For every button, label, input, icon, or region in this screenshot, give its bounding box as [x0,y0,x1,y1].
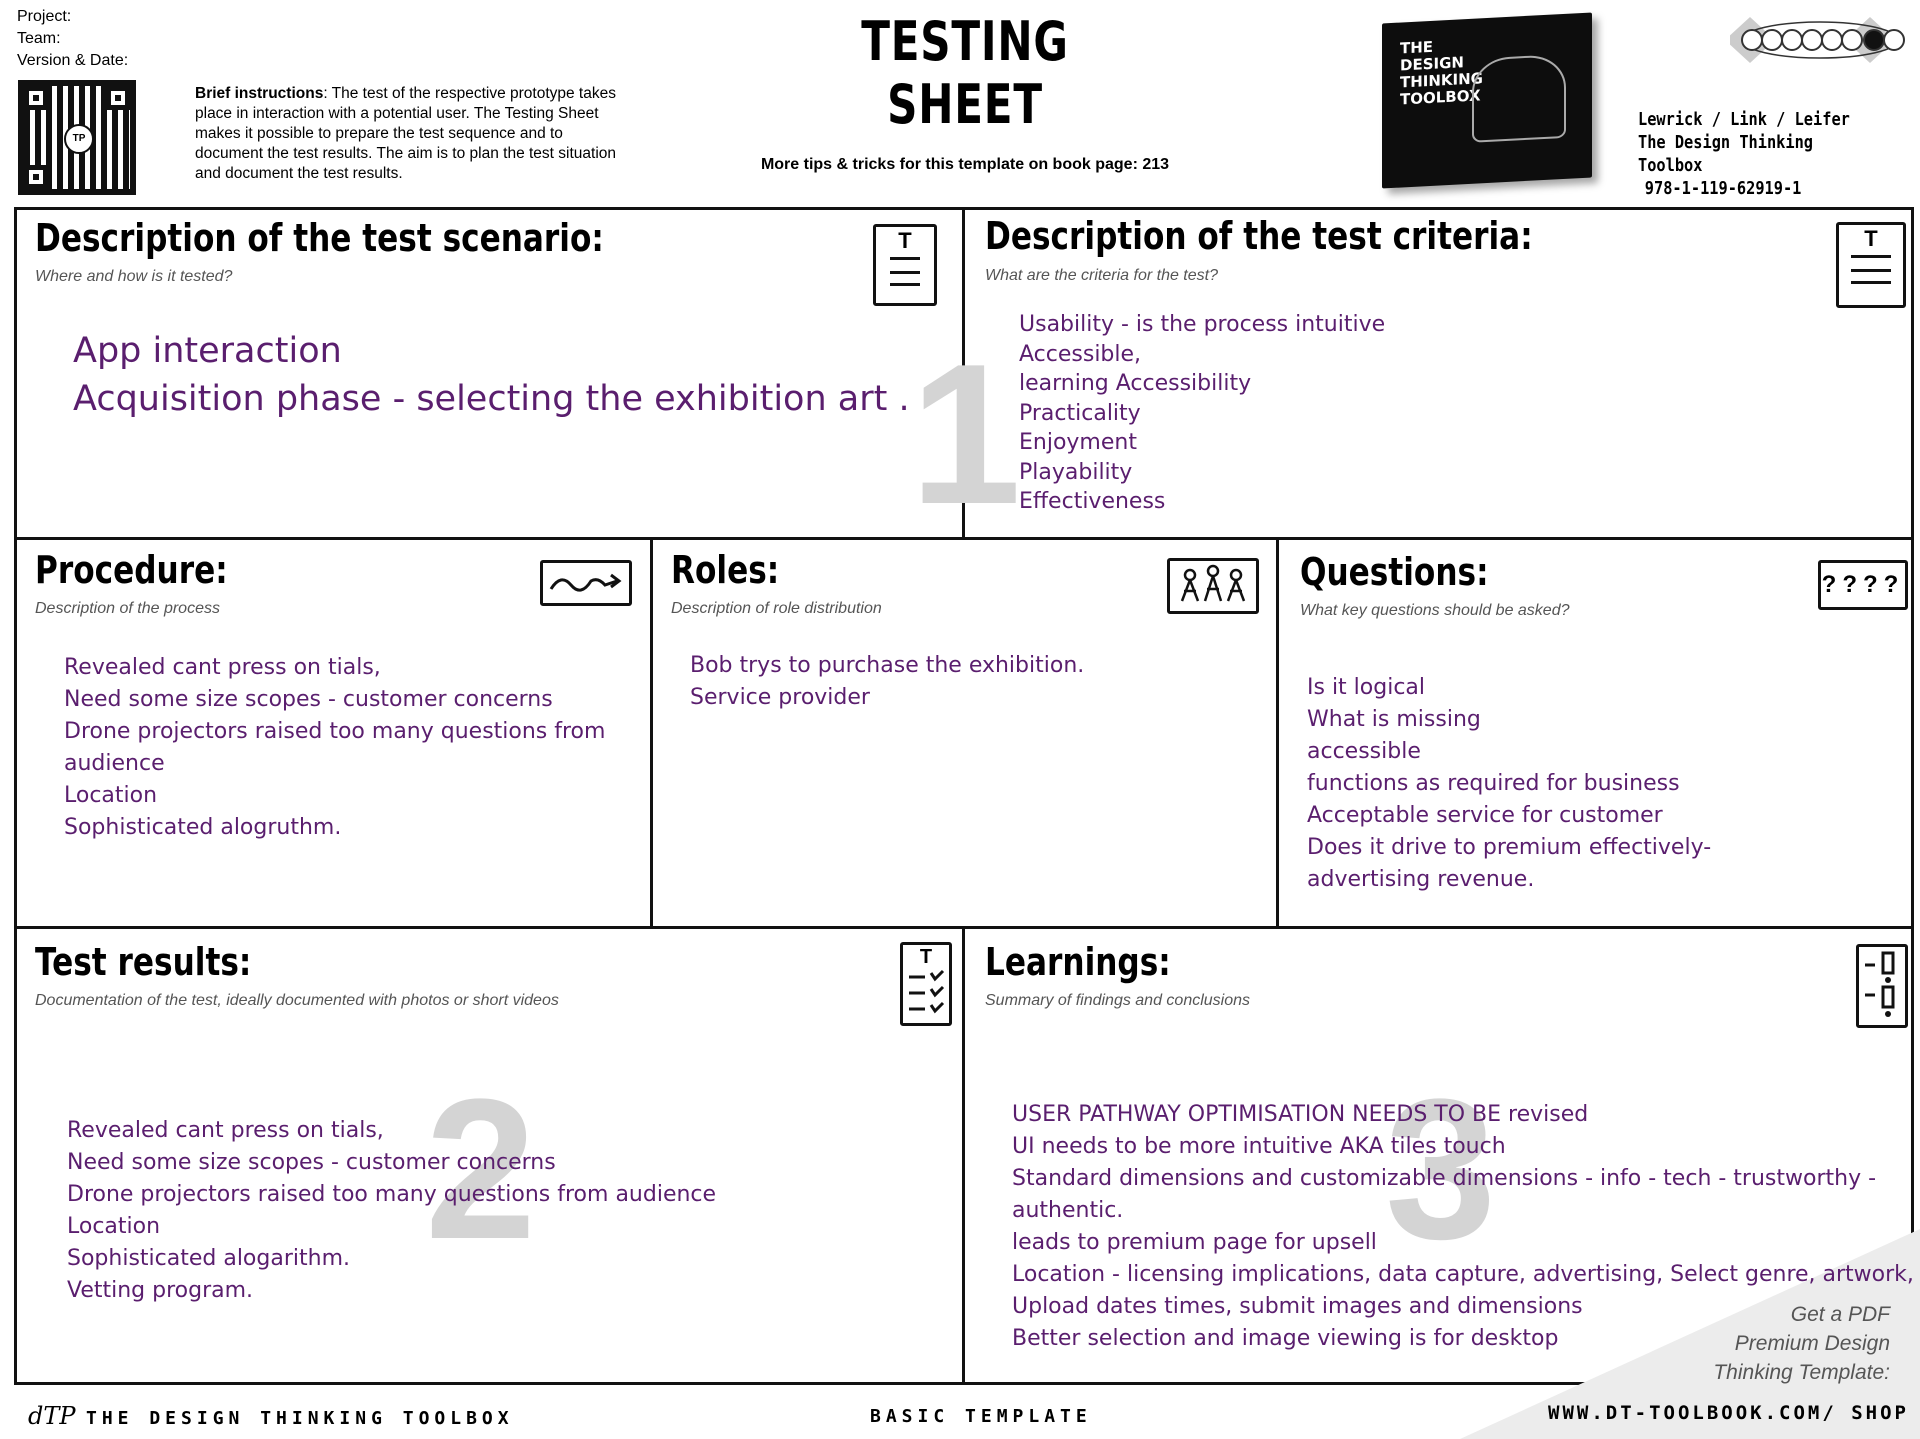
learnings-line: leads to premium page for upsell [1012,1230,1377,1255]
promo-line: Premium Design [1734,1332,1890,1355]
version-date-label: Version & Date: [17,52,129,69]
criteria-line: Effectiveness [1019,489,1166,514]
learnings-title: Learnings: [985,940,1171,984]
roles-line: Service provider [690,685,870,710]
scenario-line: Acquisition phase - selecting the exhibition art . [73,379,910,419]
results-line: Revealed cant press on tials, [67,1118,384,1143]
results-content [67,1115,716,1307]
scenario-line: App interaction [73,331,342,371]
learnings-line: USER PATHWAY OPTIMISATION NEEDS TO BE revised [1012,1102,1589,1127]
procedure-line: Drone projectors raised too many questions from [64,719,606,744]
book-cover-image [1382,12,1592,188]
procedure-line: audience [64,751,165,776]
document-list-icon [1836,222,1906,308]
premium-pdf-note[interactable] [1713,1300,1890,1387]
learnings-line: Better selection and image viewing is for desktop [1012,1326,1559,1351]
questions-line: Does it drive to premium effectively- [1307,835,1712,860]
icon-letter: T [898,228,912,253]
criteria-line: Accessible, [1019,341,1142,367]
team-label: Team: [17,30,61,47]
page-title: TESTING SHEET [861,10,1069,136]
roles-subtitle: Description of role distribution [671,600,882,617]
footer-template-label: BASIC TEMPLATE [870,1406,1092,1427]
procedure-line: Sophisticated alogruthm. [64,815,342,840]
procedure-title: Procedure: [35,548,228,592]
questions-line: functions as required for business [1307,771,1680,796]
results-line: Drone projectors raised too many questions from audience [67,1182,717,1207]
criteria-line: Enjoyment [1019,430,1137,455]
book-authors [1638,108,1878,200]
questions-subtitle: What key questions should be asked? [1300,602,1570,619]
learnings-line: authentic. [1012,1198,1124,1223]
roles-title: Roles: [671,548,780,592]
criteria-subtitle: What are the criteria for the test? [985,267,1218,284]
authors-line: Lewrick / Link / Leifer [1638,109,1850,130]
icon-letter: T [919,946,933,968]
procedure-line: Location [64,783,158,808]
people-icon [1167,558,1259,614]
icon-letter: T [1864,226,1878,251]
questions-content [1307,672,1711,896]
process-stages-icon [1730,15,1910,65]
results-line: Location [67,1214,161,1239]
procedure-line: Need some size scopes - customer concerns [64,687,553,712]
book-illustration [1472,54,1566,143]
divider [650,537,653,929]
results-line: Vetting program. [67,1278,254,1303]
tips-text: More tips & tricks for this template on book page: 213 [760,156,1170,173]
isbn-line: 978-1-119-62919-1 [1644,178,1802,199]
results-title: Test results: [35,940,252,984]
questions-line: Is it logical [1307,675,1426,700]
section-number-2: 2 [425,1058,537,1281]
criteria-line: Playability [1019,459,1133,485]
questions-line: accessible [1307,739,1421,764]
exclamation-list-icon [1856,944,1908,1028]
questions-line: advertising revenue. [1307,867,1535,892]
section-number-3: 3 [1385,1058,1497,1281]
criteria-content [1019,310,1385,517]
roles-content [690,650,1084,714]
footer-brand: THE DESIGN THINKING TOOLBOX [86,1408,514,1429]
questions-title: Questions: [1300,550,1489,594]
learnings-line: Location - licensing implications, data capture, advertising, Select genre, artwork, [1012,1262,1914,1287]
procedure-subtitle: Description of the process [35,600,220,617]
shop-link[interactable]: WWW.DT-TOOLBOOK.COM/ SHOP [1548,1402,1909,1424]
learnings-line: Upload dates times, submit images and dimensions [1012,1294,1583,1319]
checklist-icon [900,942,952,1026]
results-line: Need some size scopes - customer concerns [67,1150,556,1175]
questions-line: What is missing [1307,707,1481,732]
scenario-title: Description of the test scenario: [35,216,604,260]
criteria-title: Description of the test criteria: [985,214,1533,258]
results-line: Sophisticated alogarithm. [67,1246,350,1271]
learnings-line: UI needs to be more intuitive AKA tiles touch [1012,1134,1506,1159]
toolbox-logo: dTP [28,1402,76,1430]
results-subtitle: Documentation of the test, ideally documented with photos or short videos [35,992,559,1009]
instructions-heading: Brief instructions [195,85,324,102]
roles-line: Bob trys to purchase the exhibition. [690,653,1085,678]
wave-arrow-icon [540,560,632,606]
book-title: THE DESIGN THINKING TOOLBOX [1400,37,1483,109]
project-label: Project: [17,8,72,25]
questions-line: Acceptable service for customer [1307,803,1663,828]
promo-line: Thinking Template: [1713,1361,1890,1384]
learnings-subtitle: Summary of findings and conclusions [985,992,1251,1009]
scenario-content [73,327,910,423]
instructions-text: : The test of the respective prototype takes place in interaction with a potential user. The Testing Sheet makes it possible to prepare the test sequence and to document the test results. The aim is to plan the test situation and document the test results. [195,85,617,182]
qr-code-icon: TP [18,80,136,195]
document-list-icon [873,224,937,306]
learnings-line: Standard dimensions and customizable dimensions - info - tech - trustworthy - [1012,1166,1877,1191]
scenario-subtitle: Where and how is it tested? [35,268,233,285]
criteria-line: learning Accessibility [1019,371,1252,396]
book-name-line: The Design Thinking Toolbox [1638,132,1814,176]
question-marks-icon: ???? [1818,560,1908,610]
procedure-line: Revealed cant press on tials, [64,655,381,680]
divider [962,926,965,1385]
criteria-line: Usability - is the process intuitive [1019,312,1386,337]
promo-line: Get a PDF [1790,1303,1890,1326]
brief-instructions [195,84,635,184]
criteria-line: Practicality [1019,400,1141,426]
procedure-content [64,652,605,844]
divider [1276,537,1279,929]
section-number-1: 1 [910,323,1022,546]
